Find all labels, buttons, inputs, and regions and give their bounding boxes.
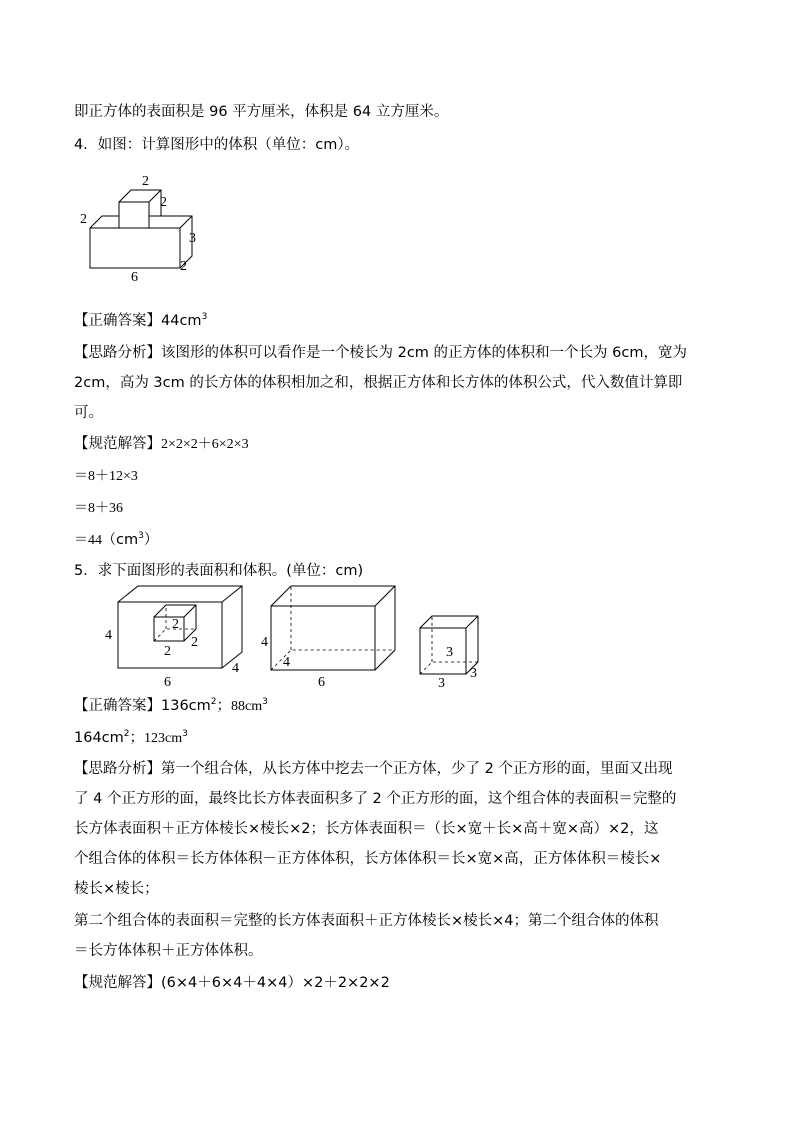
q4-label-top-depth: 2 — [160, 195, 167, 210]
q5-title: 5．求下面图形的表面积和体积。(单位：cm) — [74, 563, 364, 579]
q5-f1-label-cube-a: 2 — [172, 617, 179, 632]
q4-label-height: 3 — [189, 231, 196, 246]
solution-tag: 【规范解答】 — [74, 975, 161, 991]
q5-f3-label-b: 3 — [470, 666, 477, 681]
q5-f3-label-c: 3 — [438, 676, 445, 690]
q4-analysis-line-2: 2cm，高为 3cm 的长方体的体积相加之和，根据正方体和长方体的体积公式，代入数值计算即 — [74, 375, 683, 391]
top-line: 即正方体的表面积是 96 平方厘米，体积是 64 立方厘米。 — [74, 104, 449, 120]
analysis-tag: 【思路分析】 — [74, 345, 161, 361]
q5-f2-label-width: 6 — [318, 675, 325, 690]
final-unit: cm — [116, 532, 139, 548]
q5-f2-label-inner: 4 — [283, 655, 290, 670]
final-suffix: ） — [143, 532, 159, 548]
q5-analysis-line-3: 长方体表面积＋正方体棱长×棱长×2；长方体表面积＝（长×宽＋长×高＋宽×高）×2，这 — [74, 821, 659, 837]
q5-figure-1 — [100, 582, 250, 690]
q4-solution-final — [74, 530, 158, 551]
ans2-surface: 164cm — [74, 730, 124, 746]
q5-f3-label-a: 3 — [446, 645, 453, 660]
ans2-sep: ； — [129, 730, 145, 746]
ans2-surface-sup: 2 — [123, 729, 130, 740]
q4-label-left: 2 — [80, 212, 87, 227]
answer-value: 44cm — [161, 313, 202, 329]
q4-label-top-width: 2 — [142, 174, 149, 189]
q5-f1-label-cube-b: 2 — [191, 635, 198, 650]
solution-step-1: 2×2×2＋6×2×3 — [161, 437, 249, 452]
q5-answer-2 — [74, 728, 188, 749]
q5-figure-2 — [255, 582, 405, 690]
q4-solution-step-3: ＝8＋36 — [74, 501, 123, 516]
solution-text: (6×4＋6×4＋4×4）×2＋2×2×2 — [161, 975, 390, 991]
analysis-tag: 【思路分析】 — [74, 761, 161, 777]
ans1-surface: 136cm — [161, 698, 211, 714]
final-sup: 3 — [138, 531, 144, 542]
answer-tag: 【正确答案】 — [74, 698, 161, 714]
q4-label-width: 6 — [131, 270, 138, 283]
analysis-text: 第一个组合体，从长方体中挖去一个正方体，少了 2 个正方形的面，里面又出现 — [161, 761, 673, 777]
q5-analysis-line-4: 个组合体的体积＝长方体体积－正方体体积，长方体体积＝长×宽×高，正方体体积＝棱长× — [74, 851, 662, 867]
q4-answer — [74, 311, 207, 331]
q5-analysis-line-7: ＝长方体体积＋正方体体积。 — [74, 943, 263, 959]
q4-analysis-line-3: 可。 — [74, 405, 103, 421]
ans1-volume: 88cm — [231, 699, 263, 714]
q5-figure-3 — [412, 610, 492, 690]
q5-analysis-line-6: 第二个组合体的表面积＝完整的长方体表面积＋正方体棱长×棱长×4；第二个组合体的体积 — [74, 913, 659, 929]
answer-tag: 【正确答案】 — [74, 313, 161, 329]
q4-title: 4．如图：计算图形中的体积（单位：cm）。 — [74, 137, 360, 153]
ans1-volume-sup: 3 — [262, 697, 268, 708]
answer-sup: 3 — [201, 312, 208, 323]
q5-f1-label-depth: 4 — [232, 661, 239, 676]
ans1-sep: ； — [216, 698, 232, 714]
final-prefix: ＝44（ — [74, 533, 116, 548]
ans1-surface-sup: 2 — [210, 697, 217, 708]
q5-analysis-line-5: 棱长×棱长； — [74, 881, 159, 897]
q4-solution-step-2: ＝8＋12×3 — [74, 469, 138, 484]
q4-label-depth: 2 — [180, 259, 187, 274]
q4-solution — [74, 434, 249, 455]
q4-analysis-line-1 — [74, 343, 687, 363]
analysis-text: 该图形的体积可以看作是一个棱长为 2cm 的正方体的体积和一个长为 6cm，宽为 — [161, 345, 687, 361]
q4-figure — [74, 168, 214, 283]
q5-f1-label-width: 6 — [164, 675, 171, 690]
q5-solution — [74, 973, 390, 993]
solution-tag: 【规范解答】 — [74, 436, 161, 452]
q5-analysis-line-1 — [74, 759, 672, 779]
ans2-volume-sup: 3 — [182, 729, 188, 740]
q5-analysis-line-2: 了 4 个正方形的面，最终比长方体表面积多了 2 个正方形的面，这个组合体的表面积＝完整的 — [74, 791, 677, 807]
q5-f1-label-cube-c: 2 — [164, 644, 171, 659]
q5-f2-label-height: 4 — [261, 635, 268, 650]
ans2-volume: 123cm — [144, 731, 183, 746]
q5-answer-1 — [74, 696, 268, 717]
q5-f1-label-height: 4 — [105, 628, 112, 643]
